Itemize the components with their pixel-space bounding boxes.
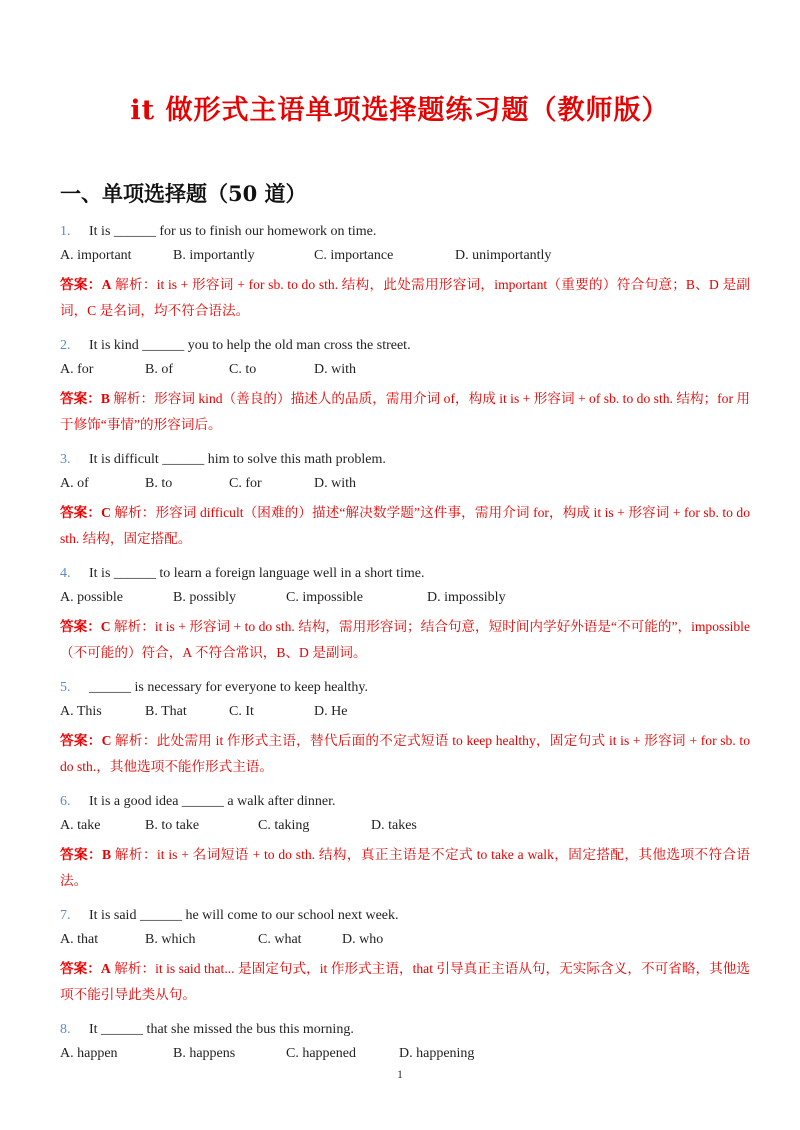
explanation-text: 解析：it is said that... 是固定句式，it 作形式主语，that 引导真正主语从句，无实际含义，不可省略，其他选项不能引导此类从句。 — [60, 961, 751, 1002]
question-number: 8. — [60, 1022, 71, 1037]
option-b: B. to — [145, 476, 173, 491]
option-b: B. to take — [145, 818, 200, 833]
question-item — [60, 792, 750, 894]
question-text: It is said ______ he will come to our school next week. — [89, 908, 399, 923]
answer-prefix: 答案： — [60, 505, 102, 520]
answer-key: B — [102, 847, 112, 862]
answer-key: A — [100, 961, 111, 976]
question-number: 6. — [60, 794, 71, 809]
answer-prefix: 答案： — [60, 733, 102, 748]
question-text: It is ______ to learn a foreign language well in a short time. — [89, 566, 425, 581]
question-number: 5. — [60, 680, 71, 695]
option-a: A. that — [60, 932, 99, 947]
explanation-text: 解析：形容词 difficult（困难的）描述“解决数学题”这件事，需用介词 for，构成 it is + 形容词 + for sb. to do sth. 结构，固定搭配。 — [60, 505, 750, 546]
question-stem — [60, 450, 750, 474]
options-row — [60, 246, 750, 272]
option-a: A. of — [60, 476, 89, 491]
question-item — [60, 450, 750, 552]
question-stem — [60, 336, 750, 360]
explanation-text: 解析：it is + 形容词 + for sb. to do sth. 结构，此处需用形容词，important（重要的）符合句意；B、D 是副词，C 是名词，均不符合语法。 — [60, 277, 750, 318]
option-a: A. happen — [60, 1046, 118, 1061]
question-stem — [60, 792, 750, 816]
question-number: 4. — [60, 566, 71, 581]
question-number: 1. — [60, 224, 71, 239]
answer-explanation — [60, 272, 750, 324]
question-stem — [60, 906, 750, 930]
option-a: A. possible — [60, 590, 123, 605]
option-a: A. important — [60, 248, 132, 263]
option-d: D. He — [314, 704, 348, 719]
answer-key: C — [101, 733, 112, 748]
option-d: D. with — [314, 476, 356, 491]
question-stem — [60, 1020, 750, 1044]
explanation-text: 解析：it is + 形容词 + to do sth. 结构，需用形容词；结合句意，短时间内学好外语是“不可能的”，impossible（不可能的）符合，A 不符合常识，B、D 是副词。 — [60, 619, 750, 660]
page-number: 1 — [397, 1067, 403, 1081]
answer-key: C — [101, 505, 111, 520]
options-row — [60, 816, 750, 842]
option-d: D. happening — [399, 1046, 475, 1061]
answer-prefix: 答案： — [60, 391, 101, 406]
option-c: C. importance — [314, 248, 394, 263]
option-b: B. That — [145, 704, 187, 719]
option-c: C. impossible — [286, 590, 364, 605]
question-text: ______ is necessary for everyone to keep healthy. — [89, 680, 368, 695]
answer-explanation — [60, 386, 750, 438]
question-text: It is a good idea ______ a walk after dinner. — [89, 794, 336, 809]
question-stem — [60, 222, 750, 246]
explanation-text: 解析：形容词 kind（善良的）描述人的品质，需用介词 of，构成 it is + 形容词 + of sb. to do sth. 结构；for 用于修饰“事情”的形容词后。 — [60, 391, 751, 432]
question-stem — [60, 564, 750, 588]
options-row — [60, 930, 750, 956]
option-c: C. It — [229, 704, 254, 719]
answer-key: C — [100, 619, 111, 634]
options-row — [60, 360, 750, 386]
option-a: A. This — [60, 704, 102, 719]
question-item — [60, 906, 750, 1008]
option-c: C. what — [258, 932, 302, 947]
question-number: 3. — [60, 452, 71, 467]
answer-prefix: 答案： — [60, 619, 101, 634]
page-title: it 做形式主语单项选择题练习题（教师版） — [130, 95, 670, 126]
question-number: 2. — [60, 338, 71, 353]
question-text: It is kind ______ you to help the old man cross the street. — [89, 338, 411, 353]
explanation-text: 解析：it is + 名词短语 + to do sth. 结构，真正主语是不定式 to take a walk，固定搭配，其他选项不符合语法。 — [60, 847, 751, 888]
option-c: C. for — [229, 476, 262, 491]
option-d: D. unimportantly — [455, 248, 552, 263]
option-b: B. of — [145, 362, 173, 377]
option-b: B. which — [145, 932, 196, 947]
answer-explanation — [60, 842, 750, 894]
question-stem — [60, 678, 750, 702]
option-d: D. impossibly — [427, 590, 506, 605]
answer-explanation — [60, 614, 750, 666]
question-text: It is difficult ______ him to solve this math problem. — [89, 452, 386, 467]
question-item — [60, 678, 750, 780]
explanation-text: 解析：此处需用 it 作形式主语，替代后面的不定式短语 to keep healthy，固定句式 it is + 形容词 + for sb. to do sth.，其他选项不能作形式主语。 — [60, 733, 750, 774]
option-d: D. with — [314, 362, 356, 377]
option-b: B. possibly — [173, 590, 237, 605]
question-list — [60, 222, 750, 1082]
question-item — [60, 564, 750, 666]
option-a: A. for — [60, 362, 94, 377]
option-d: D. who — [342, 932, 384, 947]
option-b: B. happens — [173, 1046, 236, 1061]
option-a: A. take — [60, 818, 101, 833]
option-c: C. taking — [258, 818, 310, 833]
section-title: 一、单项选择题（50 道） — [60, 181, 307, 206]
question-item — [60, 336, 750, 438]
question-text: It is ______ for us to finish our homework on time. — [89, 224, 377, 239]
answer-explanation — [60, 728, 750, 780]
answer-key: A — [101, 277, 112, 292]
question-text: It ______ that she missed the bus this morning. — [89, 1022, 354, 1037]
answer-explanation — [60, 500, 750, 552]
option-c: C. to — [229, 362, 257, 377]
question-number: 7. — [60, 908, 71, 923]
answer-explanation — [60, 956, 750, 1008]
answer-prefix: 答案： — [60, 847, 103, 862]
option-b: B. importantly — [173, 248, 255, 263]
answer-prefix: 答案： — [60, 277, 102, 292]
options-row — [60, 588, 750, 614]
answer-key: B — [100, 391, 110, 406]
option-d: D. takes — [371, 818, 417, 833]
options-row — [60, 702, 750, 728]
question-item — [60, 222, 750, 324]
options-row — [60, 474, 750, 500]
answer-prefix: 答案： — [60, 961, 101, 976]
question-item — [60, 1020, 750, 1070]
option-c: C. happened — [286, 1046, 356, 1061]
